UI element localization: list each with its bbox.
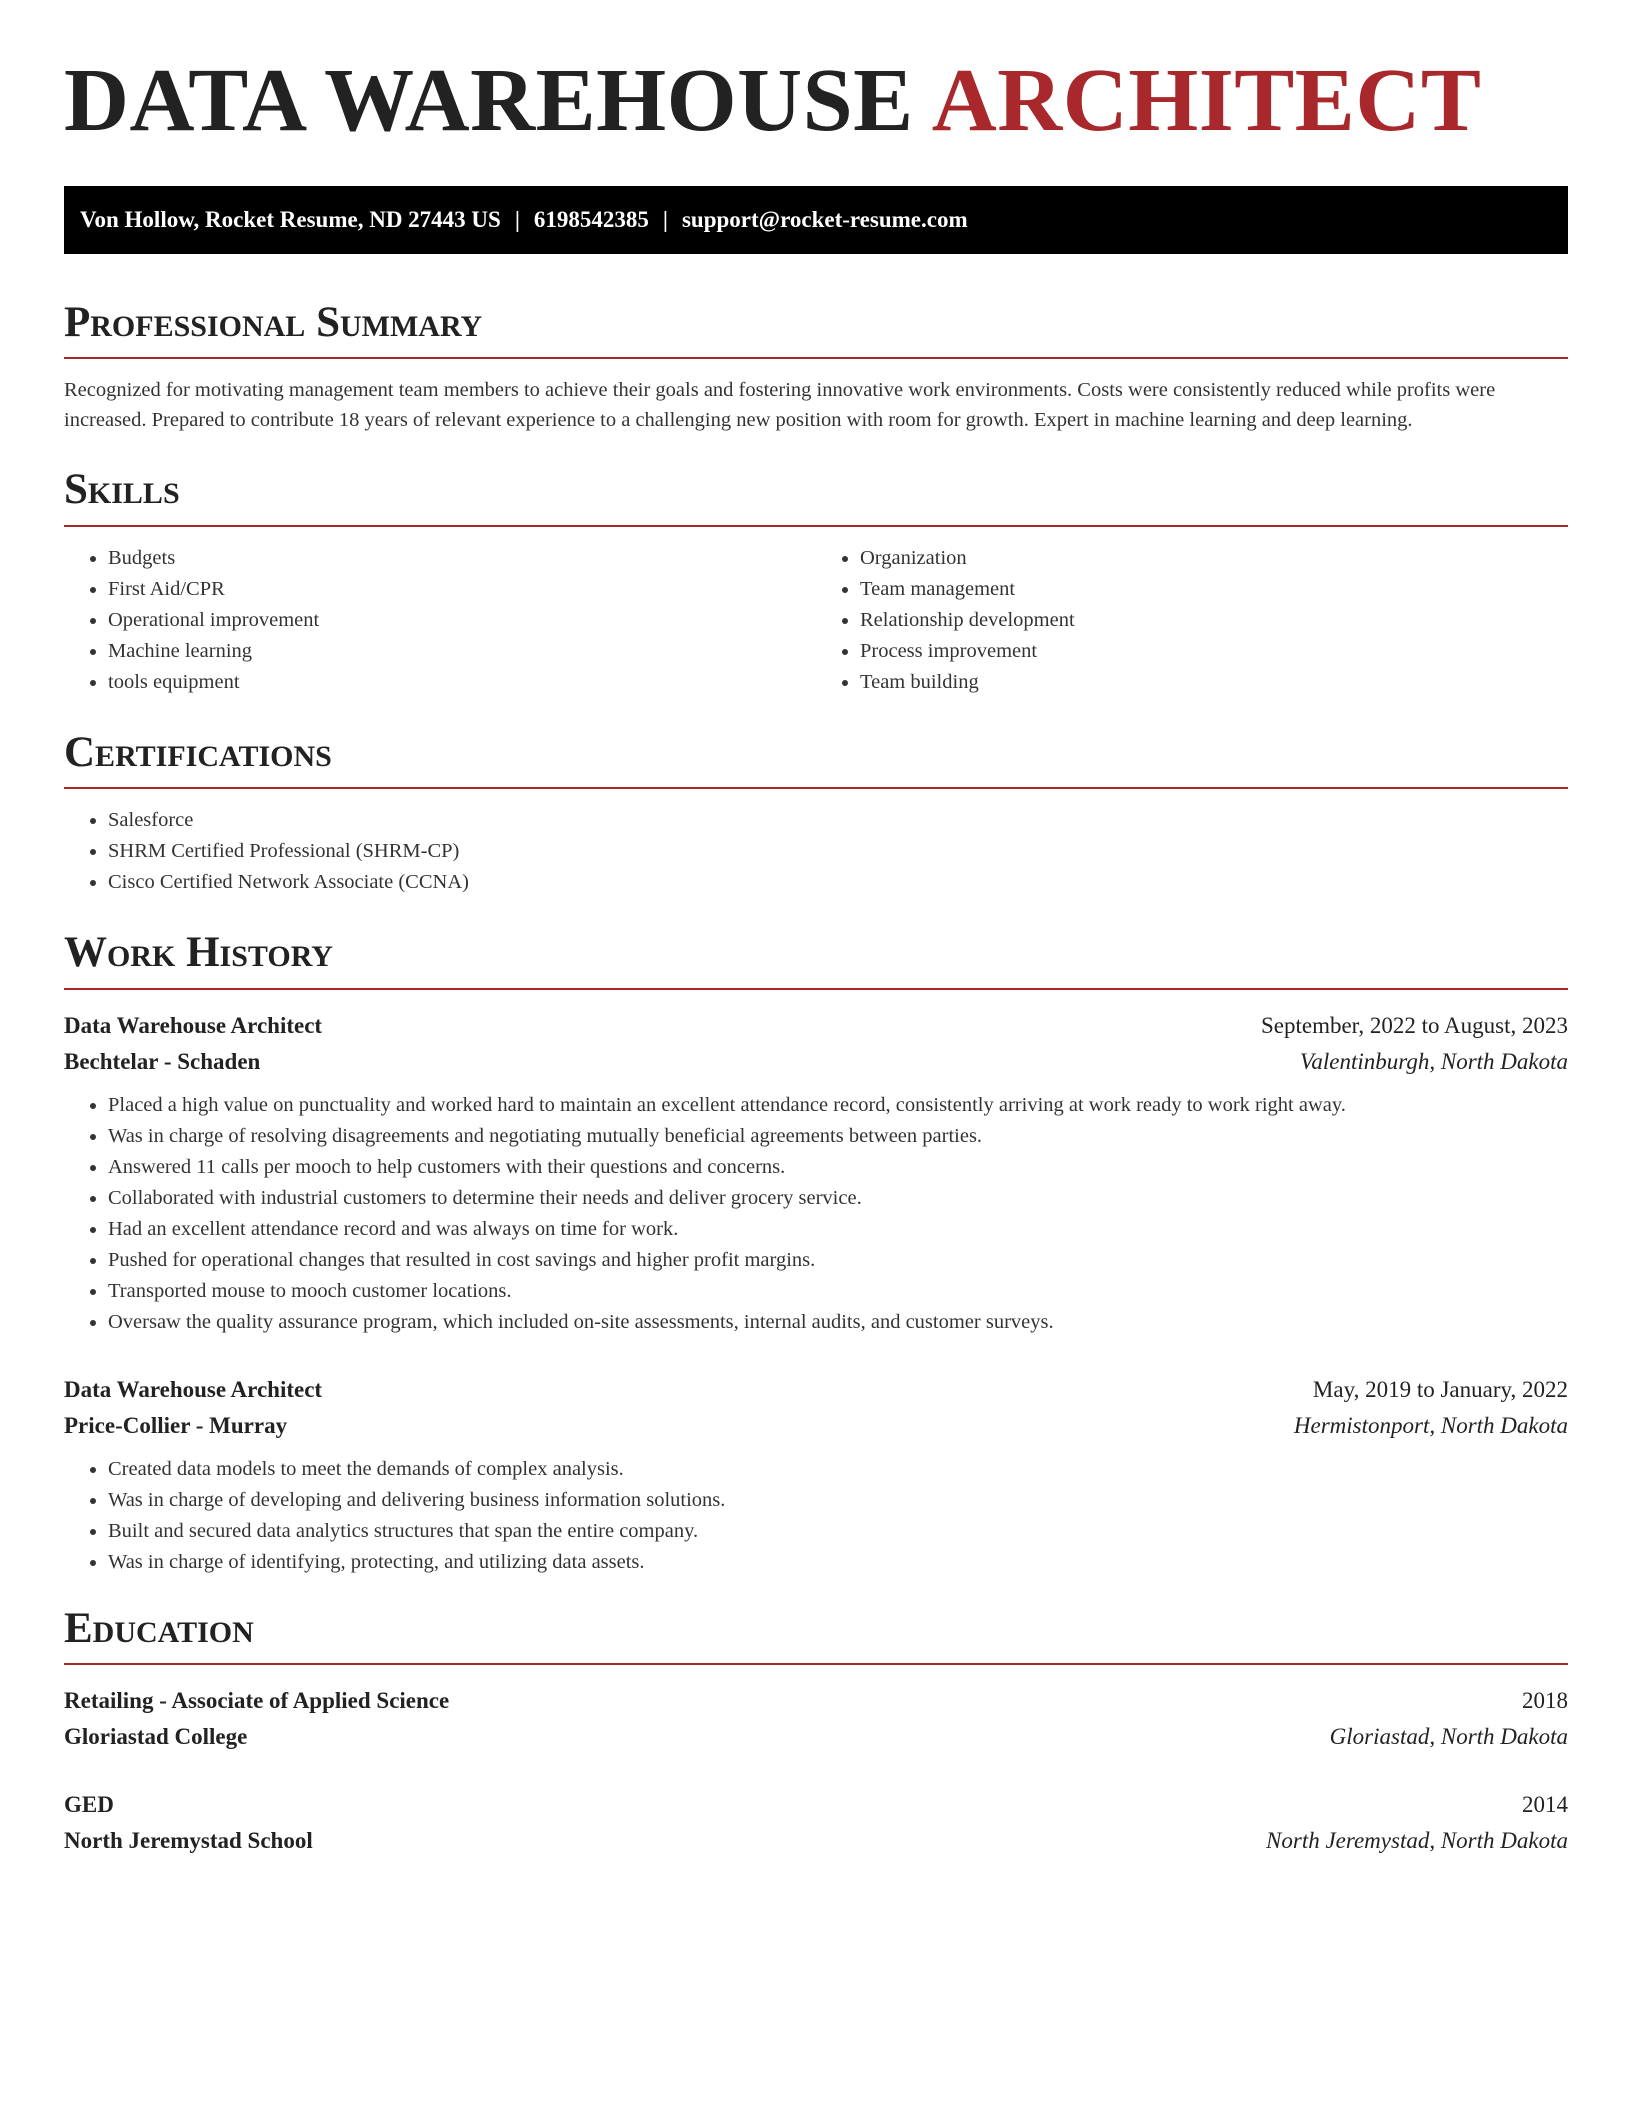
job-bullet: • Collaborated with industrial customers to determine their needs and deliver grocery service. (108, 1183, 1568, 1214)
skill-item: • Organization (860, 543, 1568, 574)
job-dates: September, 2022 to August, 2023 (1260, 1012, 1568, 1038)
certification-item: • Salesforce (108, 805, 1568, 836)
job-entry (64, 1372, 1568, 1578)
job-bullet: • Was in charge of identifying, protecting, and utilizing data assets. (108, 1547, 1568, 1578)
contact-address: Von Hollow, Rocket Resume, ND 27443 US (80, 207, 501, 232)
job-location: Valentinburgh, North Dakota (1299, 1048, 1568, 1074)
education-entry (64, 1683, 1568, 1755)
certifications-list (64, 805, 1568, 898)
skills-section (64, 465, 1568, 697)
job-title-row (64, 1372, 1568, 1408)
skill-item: • Team management (860, 574, 1568, 605)
education-school: Gloriastad College (64, 1724, 248, 1750)
certification-item: • SHRM Certified Professional (SHRM-CP) (108, 836, 1568, 867)
job-dates: May, 2019 to January, 2022 (1312, 1376, 1568, 1402)
contact-phone: 6198542385 (533, 207, 649, 232)
contact-separator: | (662, 207, 668, 232)
contact-separator: | (514, 207, 520, 232)
skill-item: • Process improvement (860, 636, 1568, 667)
job-company-row (64, 1044, 1568, 1080)
job-bullet: • Was in charge of developing and delivering business information solutions. (108, 1485, 1568, 1516)
education-school-row (64, 1719, 1568, 1755)
job-bullets (64, 1090, 1568, 1338)
contact-bar (64, 186, 1568, 254)
section-heading-work-history: Work History (64, 928, 1568, 989)
job-bullet: • Placed a high value on punctuality and worked hard to maintain an excellent attendance record, consistently arriving at work ready to work right away. (108, 1090, 1568, 1121)
education-school: North Jeremystad School (64, 1828, 313, 1854)
education-degree: Retailing - Associate of Applied Science (64, 1688, 450, 1714)
education-degree: GED (64, 1792, 114, 1818)
job-title-row (64, 1008, 1568, 1044)
skill-item: • Operational improvement (108, 605, 816, 636)
certification-item: • Cisco Certified Network Associate (CCNA) (108, 867, 1568, 898)
skill-item: • Team building (860, 667, 1568, 698)
skill-item: • Relationship development (860, 605, 1568, 636)
job-bullet: • Pushed for operational changes that resulted in cost savings and higher profit margins. (108, 1245, 1568, 1276)
contact-email: support@rocket-resume.com (681, 207, 968, 232)
section-heading-summary: Professional Summary (64, 298, 1568, 359)
job-company: Bechtelar - Schaden (64, 1048, 261, 1074)
education-degree-row (64, 1787, 1568, 1823)
job-company: Price-Collier - Murray (64, 1412, 288, 1438)
skill-item: • tools equipment (108, 667, 816, 698)
job-entry (64, 1008, 1568, 1338)
education-entry (64, 1787, 1568, 1859)
resume-title (64, 51, 1568, 150)
skills-list-right (816, 543, 1568, 698)
skill-item: • Machine learning (108, 636, 816, 667)
summary-section (64, 298, 1568, 435)
education-section (64, 1604, 1568, 1859)
education-location: North Jeremystad, North Dakota (1266, 1828, 1568, 1854)
job-company-row (64, 1408, 1568, 1444)
title-main: DATA WAREHOUSE (64, 51, 914, 150)
job-bullet: • Created data models to meet the demands of complex analysis. (108, 1454, 1568, 1485)
section-heading-education: Education (64, 1604, 1568, 1665)
skill-item: • First Aid/CPR (108, 574, 816, 605)
work-history-section (64, 928, 1568, 1577)
job-bullet: • Answered 11 calls per mooch to help customers with their questions and concerns. (108, 1152, 1568, 1183)
section-heading-skills: Skills (64, 465, 1568, 526)
job-bullet: • Built and secured data analytics structures that span the entire company. (108, 1516, 1568, 1547)
job-bullet: • Oversaw the quality assurance program, which included on-site assessments, internal audits, and customer surveys. (108, 1307, 1568, 1338)
education-location: Gloriastad, North Dakota (1329, 1724, 1568, 1750)
education-year: 2014 (1522, 1792, 1568, 1818)
job-title: Data Warehouse Architect (64, 1012, 323, 1038)
job-bullet: • Had an excellent attendance record and was always on time for work. (108, 1214, 1568, 1245)
skills-grid (64, 543, 1568, 698)
education-degree-row (64, 1683, 1568, 1719)
education-year: 2018 (1522, 1688, 1568, 1714)
education-school-row (64, 1823, 1568, 1859)
job-location: Hermistonport, North Dakota (1293, 1412, 1568, 1438)
job-bullet: • Transported mouse to mooch customer locations. (108, 1276, 1568, 1307)
summary-text: Recognized for motivating management team members to achieve their goals and fostering innovative work environments. Costs were consistently reduced while profits were increased. Prepared to contribute 18 years of relevant experience to a challenging new position with room for growth. Expert in machine learning and deep learning. (64, 379, 1496, 432)
skill-item: • Budgets (108, 543, 816, 574)
skills-list-left (64, 543, 816, 698)
job-bullets (64, 1454, 1568, 1578)
job-bullet: • Was in charge of resolving disagreements and negotiating mutually beneficial agreements between parties. (108, 1121, 1568, 1152)
section-heading-certifications: Certifications (64, 728, 1568, 789)
certifications-section (64, 728, 1568, 898)
job-title: Data Warehouse Architect (64, 1376, 323, 1402)
title-accent: ARCHITECT (931, 51, 1482, 150)
